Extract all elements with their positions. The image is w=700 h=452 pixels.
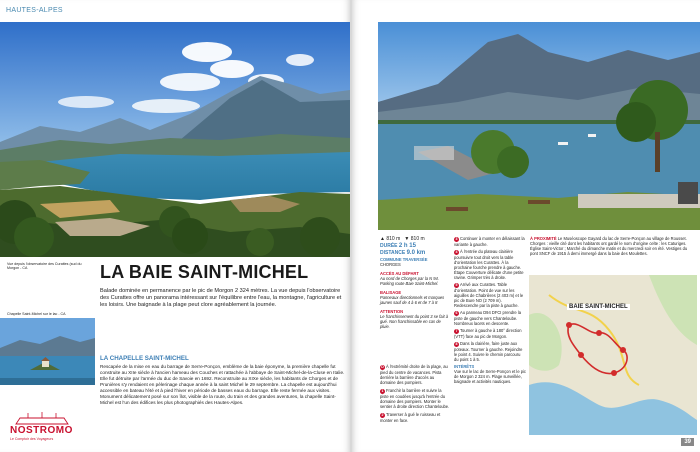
main-photo-caption: Vue depuis l'observatoire des Curattes (sud du Morgon - CA [7,262,82,271]
marking-text: Panneaux directionnels et marques jaunes sauf de 4 à 6 et de 7 à 8 [380,295,445,305]
distance-value: 9.0 km [406,250,426,256]
step-7: 6 Au panneau D94 DFCI prendre la piste de gauche vers Chanteloube. Nombreux lacets en descente. [454,310,521,326]
ascent-value: 810 m [386,236,401,242]
step-number-icon: 6 [455,311,458,315]
descent-value: 810 m [410,236,425,242]
intro-paragraph: Balade dominée en permanence par le pic de Morgon 2 324 mètres. La vue depuis l'observatoire des Curattes offre un panorama intéressant sur l'équilibre entre l'eau, la montagne, l'agriculture et les loisirs. Une baignade à la plage peut clore agréablement la journée. [100,288,342,308]
step-6: 5 Arrivé aux Curattes. Table d'orientation. Point de vue sur les aiguilles de Chabrières (2 403 m) et le pic de Bure NO (2 709 m). Redescendre par la piste à gauche. [454,282,524,308]
nearby-column [530,236,695,256]
step-9: 8 Dans la clairière, faire juste aux poteaux. Tourner à gauche. Rejoindre le point 4. Suivre le chemin parcouru du point 1 à 5. [454,341,523,362]
step-number-icon: 1 [381,389,384,393]
distance-label: DISTANCE [380,250,406,256]
page-number: 39 [681,438,694,446]
logo-tagline: Le Comptoir des Voyageurs [10,437,54,441]
right-page [352,0,700,452]
step-5: 4 À l'entrée du plateau clairière poursuivre tout droit vers la table d'orientation les Curattes. À la prochaine fourche prendre à gauche. Étape Couverture délicate d'une petite ravine. Grimper très à droite. [454,249,524,280]
stats-column [380,236,450,329]
interests-label: INTÉRÊTS [454,364,475,369]
step-8: 7 Tourner à gauche à 180° direction (VTT) face au pic de Morgon. [454,328,522,339]
ship-icon [6,412,78,426]
step-3: 2 Traverser à gué le ruisseau et monter en face. [380,412,441,423]
marking-label: BALISAGE [380,290,402,295]
step-number-icon: 7 [455,329,458,333]
map-title: BAIE SAINT-MICHEL [569,304,628,310]
chapel-body-text: Rescapée de la mise en eau du barrage de Serre-Ponçon, emblème de la baie éponyme, la première chapelle fut construite au XIIe siècle à l'ancien hameau des Couches et rattachée à l'abbaye de Saint-Michel-de-la-Cluse en Italie. Elle fut détruite par l'armée du duc de Savoie en 1692. Reconstruite au XIXe siècle, les habitants de Chorges et de Prunières s'y rendaient en pèlerinage chaque année à la saint Michel le 29 septembre. La chapelle est aujourd'hui accessible en bateau l'été et à pied l'hiver en période de basses eaux du barrage. Elle reste fermée aux visites. Monument délicatement posé sur son îlot, visible de la route, du train et des grandes aventures, la chapelle Saint-Michel est l'un des édifices les plus photographiés des Hautes-Alpes. [100,364,345,405]
step-number-icon: 5 [455,283,458,287]
steps-column-1 [380,364,450,423]
access-label: ACCÈS AU DÉPART [380,271,419,276]
nearby-text: Le Muséoscope Gayard du lac de Serre-Ponçon au village de Rousset. Chorges : vieille cité dont les habitants ont gardé le nom d'origine celte : les Caturiges. Église Saint-Victor ; Marché du dimanche matin et du mercredi soir en été. Vestiges du pont SNCF de 1915 à demi immergé dans la baie des Moulettes. [530,236,688,256]
step-4: 3 Continuer à monter en délaissant la variante à gauche. [454,236,525,247]
step-number-icon: 3 [455,237,458,241]
logo-name: NOSTROMO [10,425,73,436]
step-2: 1 Franchir la barrière et suivre la piste en coudées jusqu'à l'entrée du domaine des pompiers. Monter le sentier à droite direction Chanteloube. [380,388,450,409]
communes-label: COMMUNE TRAVERSÉE [380,257,428,262]
warning-text: Le franchissement du point 3 se fait à gué. Non franchissable en cas de pluie. [380,314,449,329]
step-1: D À l'extrémité droite de la plage, au pied du centre de vacances. Pista derrière la barrière d'accès au domaine des pompiers. [380,364,448,385]
route-map [529,275,697,435]
nearby-label: À PROXIMITÉ [530,236,557,241]
chapel-photo [0,318,95,385]
duration-value: 2 h 15 [398,243,416,249]
lakeshore-photo [378,22,700,230]
nostromo-logo [6,412,78,444]
step-number-icon: 4 [455,250,458,254]
inset-photo-caption: Chapelle Saint-Michel sur le lac - CA [7,312,66,316]
step-number-icon: 2 [381,413,384,417]
lake-panorama-photo [0,22,350,257]
warning-label: ATTENTION [380,309,404,314]
chapel-subheading: LA CHAPELLE SAINT-MICHEL [100,355,189,362]
section-tag: HAUTES-ALPES [6,7,63,14]
duration-label: DURÉE [380,243,398,249]
communes-value: CHORGES [380,262,401,267]
step-number-icon: 8 [455,342,458,346]
access-text: Au nord de Chorges par la N 94. Parking route Baie Saint-Michel. [380,276,439,286]
page-title: LA BAIE SAINT-MICHEL [100,262,309,282]
steps-column-2 [454,236,526,384]
descent-icon: ▼ [404,236,410,242]
ascent-icon: ▲ [380,236,385,242]
interests-text: Vue sur le lac de Serre-Ponçon et le pic de Morgon 2 324 m. Plage surveillée, baignade et activités nautiques. [454,369,526,384]
step-number-icon: D [381,365,384,369]
